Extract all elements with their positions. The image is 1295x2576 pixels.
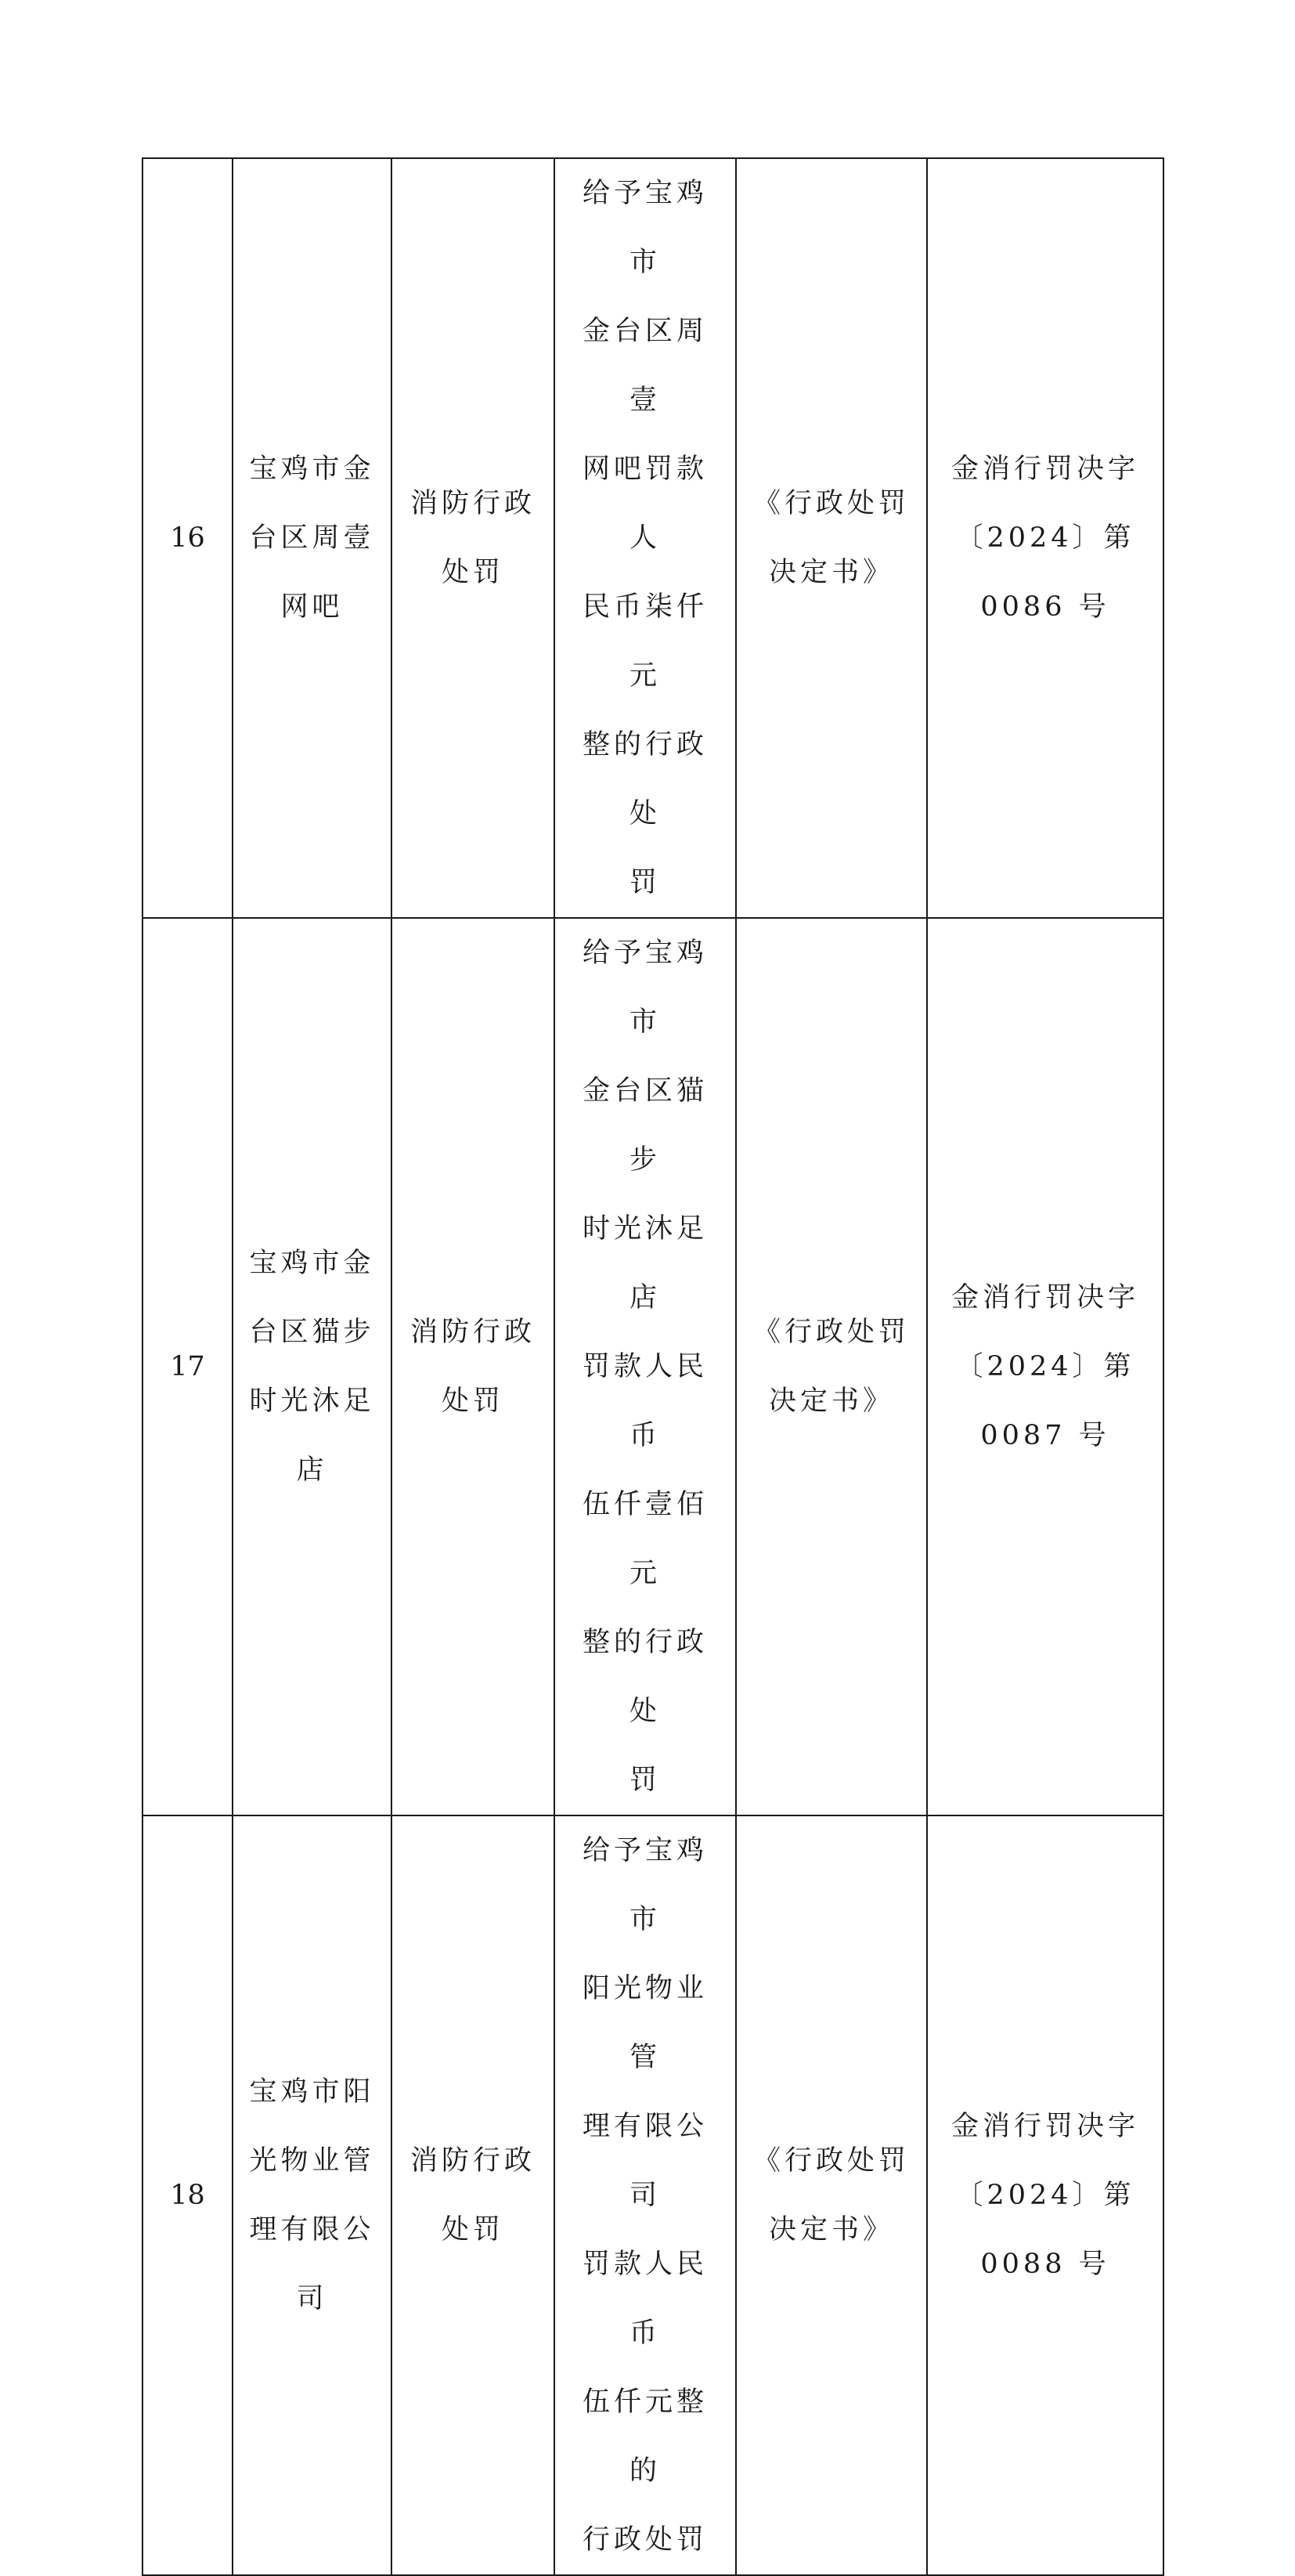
penalty-content: 给予宝鸡市 阳光物业管 理有限公司 罚款人民币 伍仟元整的 行政处罚 bbox=[582, 1835, 708, 2556]
penalty-type: 消防行政 处罚 bbox=[409, 1317, 536, 1417]
row-seq: 17 bbox=[170, 1351, 205, 1382]
penalty-type-cell bbox=[391, 158, 554, 918]
entity-name-cell bbox=[233, 918, 391, 1815]
document-type: 《行政处罚 决定书》 bbox=[753, 488, 911, 588]
document-number: 金消行罚决字 〔2024〕第 0088 号 bbox=[951, 2111, 1139, 2280]
document-type: 《行政处罚 决定书》 bbox=[753, 2145, 911, 2245]
row-seq: 18 bbox=[170, 2180, 205, 2211]
document-number-cell bbox=[927, 158, 1163, 918]
penalty-type: 消防行政 处罚 bbox=[409, 488, 536, 588]
document-number-cell bbox=[927, 918, 1163, 1815]
document-type: 《行政处罚 决定书》 bbox=[753, 1317, 911, 1417]
entity-name-cell bbox=[233, 158, 391, 918]
penalty-type-cell bbox=[391, 918, 554, 1815]
document-number: 金消行罚决字 〔2024〕第 0087 号 bbox=[951, 1282, 1139, 1451]
penalty-content-cell bbox=[554, 158, 736, 918]
penalty-records-table bbox=[142, 157, 1164, 2576]
table-row bbox=[142, 1815, 1163, 2575]
document-type-cell bbox=[736, 918, 927, 1815]
row-seq-cell bbox=[142, 1815, 233, 2575]
penalty-type-cell bbox=[391, 1815, 554, 2575]
penalty-type: 消防行政 处罚 bbox=[409, 2145, 536, 2245]
penalty-content: 给予宝鸡市 金台区周壹 网吧罚款人 民币柒仟元 整的行政处 罚 bbox=[582, 178, 708, 898]
table-row bbox=[142, 158, 1163, 918]
entity-name: 宝鸡市金 台区周壹 网吧 bbox=[249, 453, 375, 623]
penalty-content-cell bbox=[554, 918, 736, 1815]
document-type-cell bbox=[736, 1815, 927, 2575]
penalty-content: 给予宝鸡市 金台区猫步 时光沐足店 罚款人民币 伍仟壹佰元 整的行政处 罚 bbox=[582, 938, 708, 1796]
row-seq-cell bbox=[142, 918, 233, 1815]
entity-name: 宝鸡市金 台区猫步 时光沐足 店 bbox=[249, 1248, 375, 1486]
document-type-cell bbox=[736, 158, 927, 918]
entity-name-cell bbox=[233, 1815, 391, 2575]
penalty-content-cell bbox=[554, 1815, 736, 2575]
table-row bbox=[142, 918, 1163, 1815]
document-number-cell bbox=[927, 1815, 1163, 2575]
row-seq-cell bbox=[142, 158, 233, 918]
entity-name: 宝鸡市阳 光物业管 理有限公 司 bbox=[249, 2076, 375, 2314]
row-seq: 16 bbox=[170, 522, 205, 554]
document-number: 金消行罚决字 〔2024〕第 0086 号 bbox=[951, 453, 1139, 623]
